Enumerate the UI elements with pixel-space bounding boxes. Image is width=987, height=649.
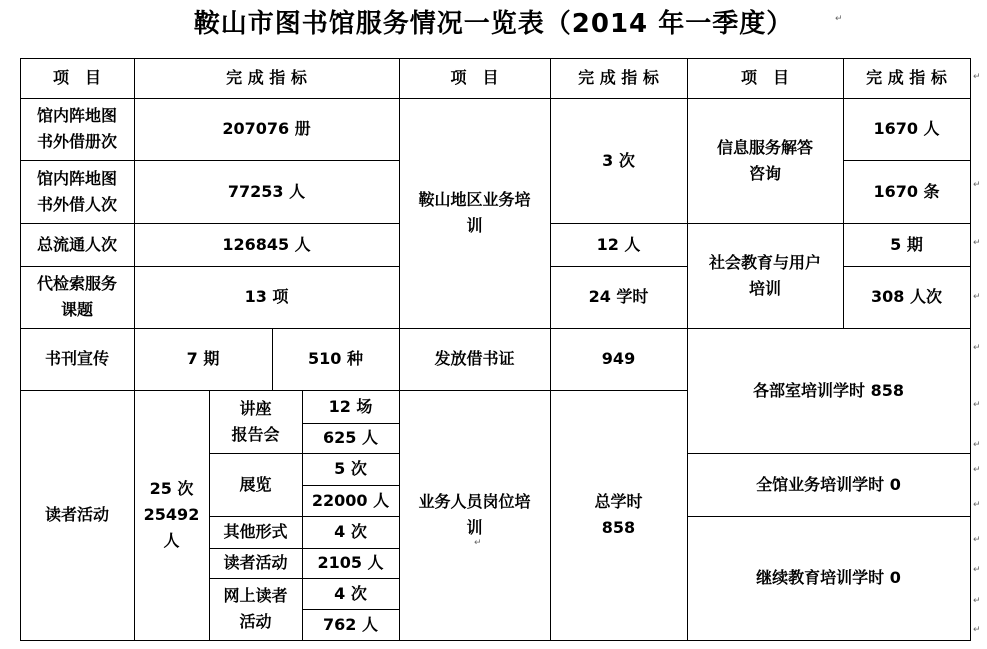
info-service-people: 1670 人: [873, 119, 940, 138]
social-education-people: 308 人次: [871, 287, 942, 306]
regional-training-people: 12 人: [596, 234, 641, 254]
library-card-label: 发放借书证: [434, 349, 515, 368]
online-activity-people: 762 人: [323, 614, 378, 634]
paragraph-mark-icon: ↵: [973, 535, 981, 545]
library-card-value: 949: [601, 349, 636, 368]
lecture-people: 625 人: [323, 428, 378, 447]
paragraph-mark-icon: ↵: [973, 292, 981, 302]
header-item-2: 项 目: [450, 68, 499, 87]
paragraph-mark-icon: ↵: [973, 180, 981, 190]
staff-training-value: 总学时 858: [594, 492, 643, 537]
lending-volumes-value: 207076 册: [222, 119, 311, 138]
paragraph-mark-icon: ↵: [973, 500, 981, 510]
paragraph-mark-icon: ↵: [474, 538, 482, 548]
lecture-label: 讲座 报告会: [231, 398, 280, 444]
info-service-label: 信息服务解答 咨询: [716, 137, 813, 183]
paragraph-mark-icon: ↵: [973, 596, 981, 606]
library-training-hours: 全馆业务培训学时 0: [756, 474, 901, 494]
lending-people-value: 77253 人: [227, 181, 306, 201]
reader-activity-label: 读者活动: [44, 505, 109, 524]
publicity-kinds: 510 种: [308, 349, 363, 368]
paragraph-mark-icon: ↵: [973, 625, 981, 635]
paragraph-mark-icon: ↵: [973, 440, 981, 450]
regional-training-hours: 24 学时: [588, 287, 649, 306]
online-activity-count: 4 次: [334, 583, 367, 603]
header-target-2: 完 成 指 标: [578, 68, 659, 87]
other-forms-count: 4 次: [334, 522, 367, 541]
reader-activity-sub-label: 读者活动: [223, 553, 288, 572]
paragraph-mark-icon: ↵: [973, 343, 981, 353]
paragraph-mark-icon: ↵: [973, 238, 981, 248]
header-item-3: 项 目: [740, 68, 789, 87]
other-forms-label: 其他形式: [223, 522, 288, 541]
header-item-1: 项 目: [52, 68, 101, 87]
total-circulation-label: 总流通人次: [36, 234, 117, 254]
page-title: 鞍山市图书馆服务情况一览表（2014 年一季度）: [193, 9, 794, 39]
total-circulation-value: 126845 人: [222, 234, 311, 254]
publicity-label: 书刊宣传: [44, 349, 109, 368]
info-service-items: 1670 条: [873, 181, 940, 201]
exhibition-label: 展览: [239, 474, 272, 494]
header-target-1: 完 成 指 标: [226, 68, 307, 87]
staff-training-label: 业务人员岗位培 训: [418, 492, 531, 537]
exhibition-count: 5 次: [334, 459, 367, 478]
exhibition-people: 22000 人: [311, 490, 390, 510]
continuing-education-hours: 继续教育培训学时 0: [756, 568, 901, 587]
search-service-label: 代检索服务 课题: [36, 274, 117, 319]
paragraph-mark-icon: ↵: [973, 400, 981, 410]
table-border-bottom: [20, 640, 971, 641]
search-service-value: 13 项: [244, 287, 289, 306]
social-education-label: 社会教育与用户 培训: [708, 252, 821, 298]
reader-activity-summary: 25 次 25492 人: [143, 479, 200, 550]
lending-volumes-label: 馆内阵地图 书外借册次: [36, 106, 117, 151]
paragraph-mark-icon: ↵: [973, 72, 981, 82]
paragraph-mark-icon: ↵: [973, 465, 981, 475]
lecture-count: 12 场: [328, 396, 373, 416]
online-activity-label: 网上读者 活动: [223, 586, 288, 631]
paragraph-mark-icon: ↵: [835, 14, 843, 24]
lending-people-label: 馆内阵地图 书外借人次: [36, 168, 117, 214]
regional-training-sessions: 3 次: [602, 150, 635, 170]
publicity-issues: 7 期: [186, 349, 220, 368]
department-training-hours: 各部室培训学时 858: [753, 380, 904, 400]
paragraph-mark-icon: ↵: [973, 565, 981, 575]
reader-activity-sub-people: 2105 人: [317, 553, 384, 572]
table-border-right: [970, 58, 971, 641]
social-education-sessions: 5 期: [890, 234, 923, 254]
regional-training-label: 鞍山地区业务培 训: [418, 190, 531, 235]
header-target-3: 完 成 指 标: [866, 68, 947, 87]
